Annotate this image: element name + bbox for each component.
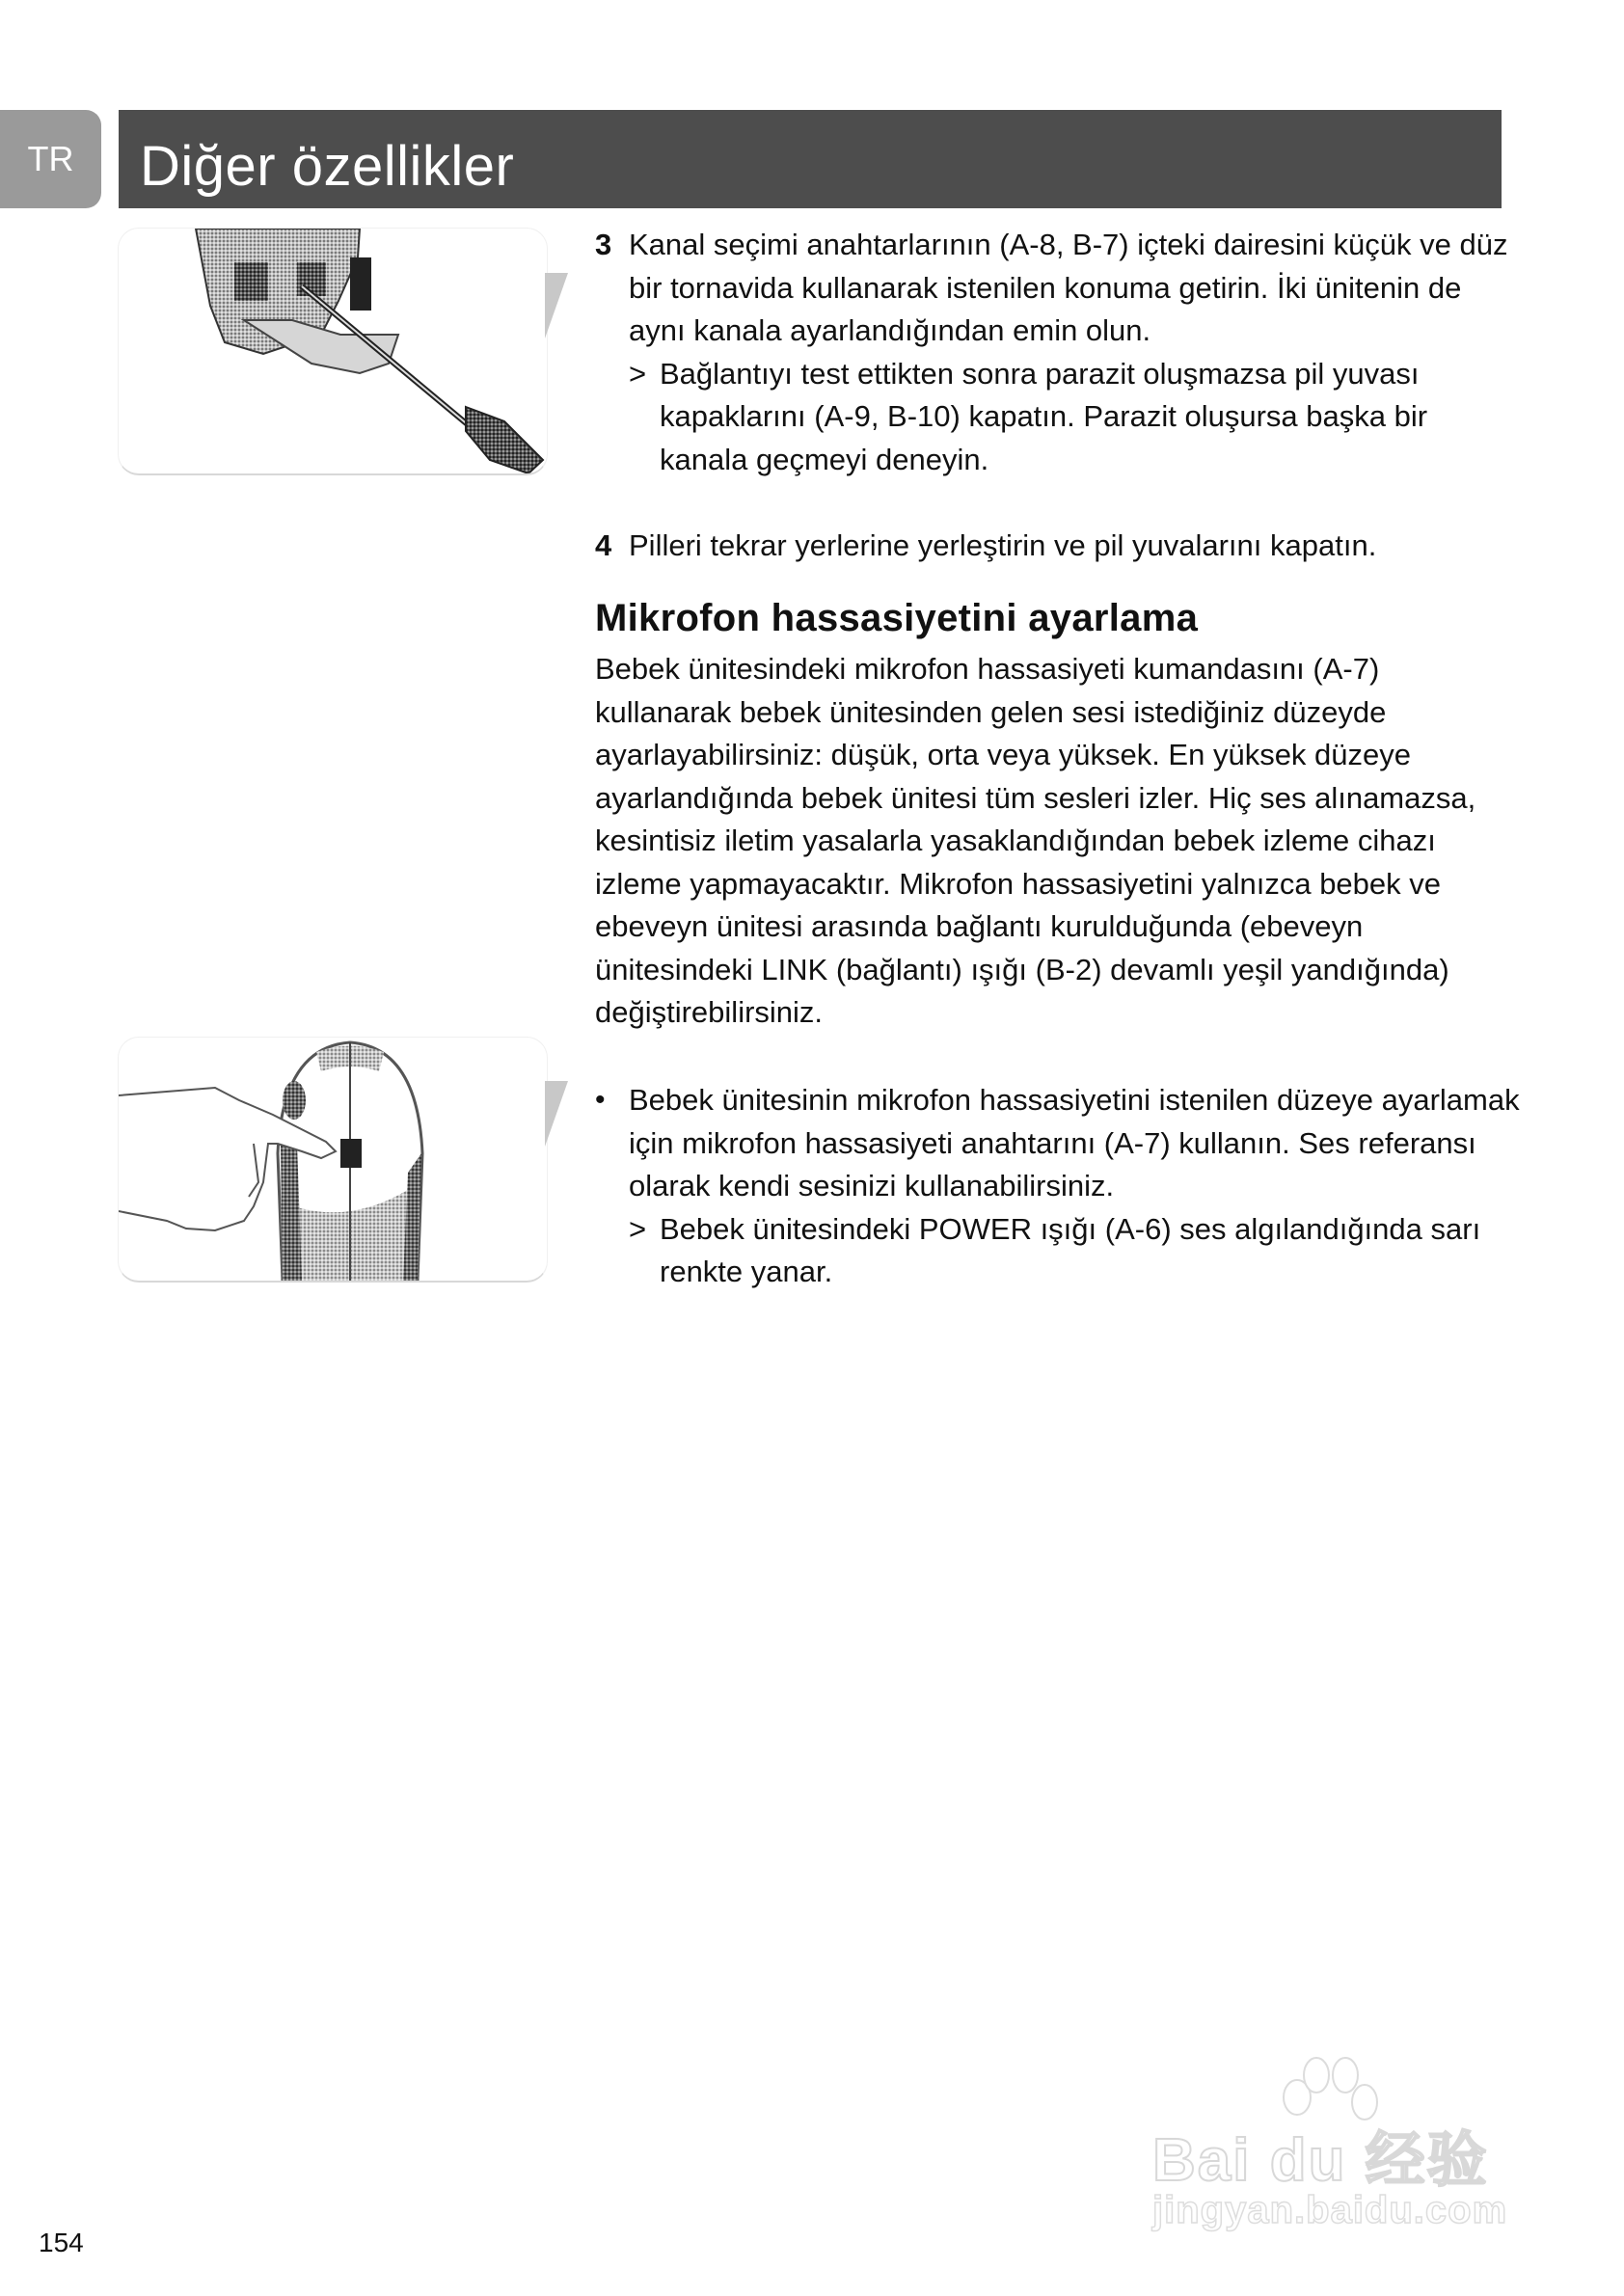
figure-pointer bbox=[545, 1081, 568, 1147]
figure-sensitivity-switch bbox=[118, 1037, 548, 1283]
section-paragraph: Bebek ünitesindeki mikrofon hassasiyeti kumandasını (A-7) kullanarak bebek ünitesinden gelen sesi istediğiniz düzeyde ayarlayabilirsiniz: düşük, orta veya yüksek. En yüksek düzeye ayarlandığında bebek ünitesi tüm sesleri izler. Hiç ses alınamazsa, kesintisiz iletim yasalarla yasaklandığından bebek izleme cihazı izleme yapmayacaktır. Mikrofon hassasiyetini yalnızca bebek ve ebeveyn ünitesi arasında bağlantı kurulduğunda (ebeveyn ünitesindeki LINK (bağlantı) ışığı (B-2) devamlı yeşil yandığında) değiştirebilirsiniz. bbox=[595, 652, 1476, 1029]
finger-pressing-sensitivity-switch-illustration bbox=[119, 1038, 547, 1281]
result-arrow-icon: > bbox=[629, 356, 647, 391]
page-number: 154 bbox=[39, 2228, 84, 2257]
paw-icon bbox=[1268, 2054, 1384, 2131]
result-arrow-icon: > bbox=[629, 1211, 647, 1246]
chapter-header bbox=[119, 110, 1502, 208]
language-code: TR bbox=[27, 139, 74, 178]
chapter-title: Diğer özellikler bbox=[140, 134, 515, 198]
step-number: 4 bbox=[595, 528, 612, 562]
bullet-instruction bbox=[595, 1079, 1521, 1294]
bullet-text: Bebek ünitesinin mikrofon hassasiyetini istenilen düzeye ayarlamak için mikrofon hassasiyeti anahtarını (A-7) kullanın. Ses referansı olarak kendi sesinizi kullanabilirsiniz. bbox=[629, 1083, 1520, 1202]
result-text: Bebek ünitesindeki POWER ışığı (A-6) ses algılandığında sarı renkte yanar. bbox=[660, 1211, 1481, 1288]
step-result bbox=[629, 353, 1521, 482]
bullet-result bbox=[629, 1208, 1521, 1294]
step-4 bbox=[595, 525, 1521, 568]
bullet-icon: • bbox=[595, 1084, 606, 1116]
step-3 bbox=[595, 224, 1521, 481]
figure-channel-switch bbox=[118, 228, 548, 475]
figure-pointer bbox=[545, 273, 568, 338]
step-text: Pilleri tekrar yerlerine yerleştirin ve pil yuvalarını kapatın. bbox=[629, 528, 1377, 562]
step-number: 3 bbox=[595, 228, 612, 261]
watermark-logo: Bai du 经验 bbox=[1152, 2127, 1489, 2194]
section-heading: Mikrofon hassasiyetini ayarlama bbox=[595, 597, 1199, 639]
step-text: Kanal seçimi anahtarlarının (A-8, B-7) içteki dairesini küçük ve düz bir tornavida kullanarak istenilen konuma getirin. İki ünitenin de aynı kanala ayarlandığından emin olun. bbox=[629, 228, 1508, 347]
watermark-url: jingyan.baidu.com bbox=[1152, 2189, 1508, 2231]
baidu-watermark bbox=[1152, 2054, 1538, 2237]
language-tab bbox=[0, 110, 101, 208]
result-text: Bağlantıyı test ettikten sonra parazit oluşmazsa pil yuvası kapaklarını (A-9, B-10) kapatın. Parazit oluşursa başka bir kanala geçmeyi deneyin. bbox=[660, 356, 1428, 476]
screwdriver-channel-switch-illustration bbox=[119, 229, 547, 473]
